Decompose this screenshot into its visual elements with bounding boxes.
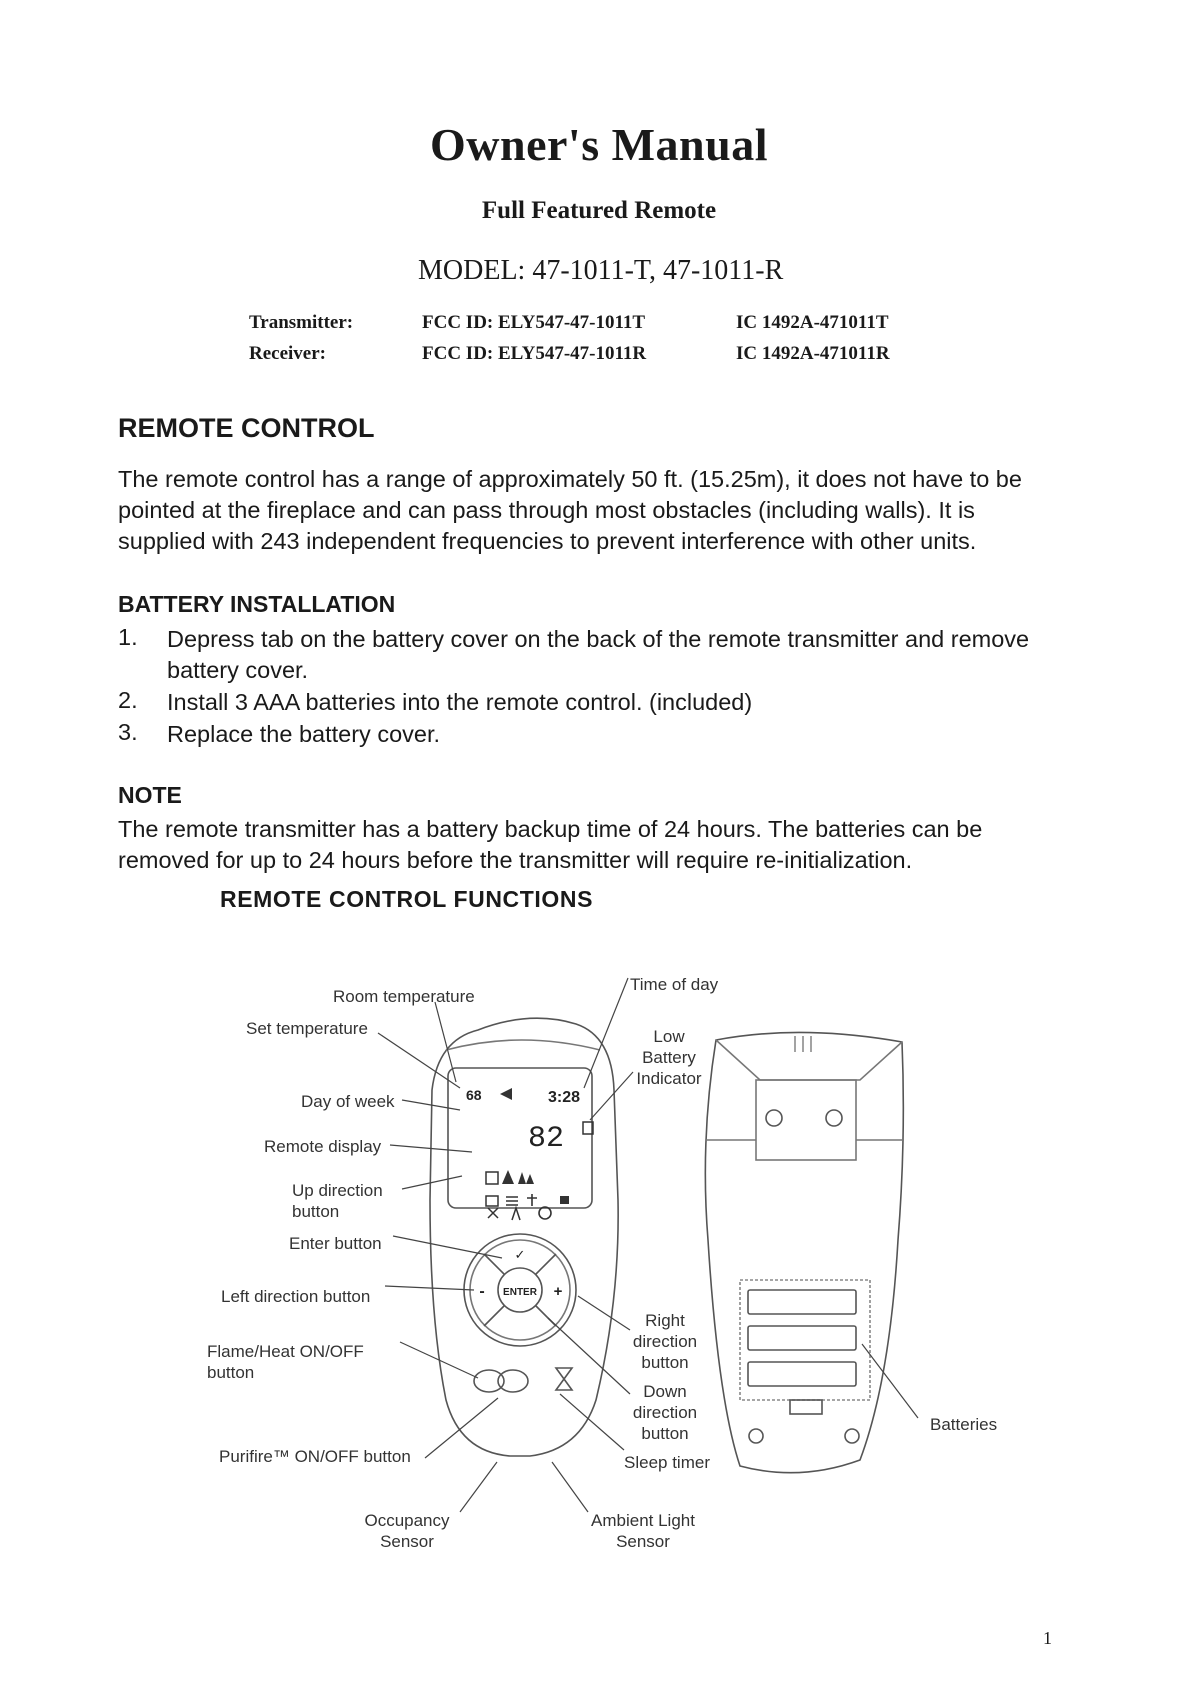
label-set-temperature: Set temperature (246, 1019, 368, 1038)
left-direction-key[interactable]: - (479, 1283, 485, 1300)
label-time-of-day: Time of day (630, 975, 719, 994)
remote-front-outline (430, 1018, 618, 1456)
lock-icon (560, 1196, 569, 1204)
up-direction-key[interactable]: ✓ (514, 1247, 526, 1262)
lcd-room-temperature: 82 (528, 1122, 565, 1156)
fireplace-icon (486, 1172, 498, 1184)
right-direction-key[interactable]: + (553, 1283, 563, 1300)
clock-icon (539, 1207, 551, 1219)
label-left-direction-button: Left direction button (221, 1287, 371, 1306)
lcd-set-temperature: 68 (466, 1087, 482, 1103)
receiver-fcc-id: FCC ID: ELY547-47-1011R (422, 343, 647, 364)
label-batteries: Batteries (930, 1415, 998, 1434)
paragraph-line: The remote control has a range of approximately 50 ft. (15.25m), it does not have to be (118, 466, 1022, 492)
battery-installation-heading: BATTERY INSTALLATION (118, 591, 396, 617)
remote-control-heading: REMOTE CONTROL (118, 413, 375, 443)
step-line: Depress tab on the battery cover on the back of the remote transmitter and remove (167, 626, 1030, 652)
step-number: 3. (118, 719, 138, 745)
label-up-direction-button: Up direction button (292, 1181, 383, 1221)
step-line: Replace the battery cover. (167, 721, 441, 747)
label-day-of-week: Day of week (301, 1092, 395, 1111)
step-line: battery cover. (167, 657, 309, 683)
lcd-time-of-day: 3:28 (548, 1089, 581, 1106)
hourglass-icon (556, 1368, 572, 1390)
flame-heat-button-shape (474, 1370, 504, 1392)
remote-back-outline (705, 1032, 903, 1472)
label-occupancy-sensor: Occupancy Sensor (364, 1511, 450, 1551)
note-heading: NOTE (118, 782, 182, 808)
step-number: 2. (118, 687, 138, 713)
paragraph-line: The remote transmitter has a battery backup time of 24 hours. The batteries can be (118, 816, 983, 842)
paragraph-line: supplied with 243 independent frequencies to prevent interference with other units. (118, 528, 977, 554)
label-sleep-timer: Sleep timer (624, 1453, 710, 1472)
label-right-direction-button: Right direction button (632, 1311, 698, 1372)
label-remote-display: Remote display (264, 1137, 382, 1156)
label-down-direction-button: Down direction button (632, 1382, 698, 1443)
label-ambient-light-sensor: Ambient Light Sensor (591, 1511, 695, 1551)
battery-compartment (740, 1280, 870, 1400)
arrow-left-icon (500, 1088, 512, 1100)
purifire-icon (518, 1172, 534, 1184)
paragraph-line: removed for up to 24 hours before the transmitter will require re-initialization. (118, 847, 913, 873)
page-subtitle: Full Featured Remote (481, 197, 717, 224)
enter-key-label[interactable]: ENTER (503, 1287, 537, 1298)
model-numbers: MODEL: 47-1011-T, 47-1011-R (418, 255, 784, 286)
label-enter-button: Enter button (289, 1234, 382, 1253)
label-room-temperature: Room temperature (333, 987, 475, 1006)
purifire-button-shape (498, 1370, 528, 1392)
receiver-ic-id: IC 1492A-471011R (736, 343, 890, 364)
step-line: Install 3 AAA batteries into the remote control. (included) (167, 689, 753, 715)
page-title: Owner's Manual (430, 119, 768, 170)
label-purifire-button: Purifire™ ON/OFF button (219, 1447, 411, 1466)
remote-control-functions-heading: REMOTE CONTROL FUNCTIONS (220, 886, 594, 912)
flame-icon (502, 1170, 514, 1184)
transmitter-ic-id: IC 1492A-471011T (736, 312, 889, 333)
transmitter-label: Transmitter: (249, 312, 354, 333)
paragraph-line: pointed at the fireplace and can pass through most obstacles (including walls). It is (118, 497, 975, 523)
receiver-label: Receiver: (249, 343, 326, 364)
battery-cell (748, 1290, 856, 1314)
label-low-battery-indicator: Low Battery Indicator (636, 1027, 702, 1088)
step-number: 1. (118, 624, 138, 650)
transmitter-fcc-id: FCC ID: ELY547-47-1011T (422, 312, 646, 333)
page-number: 1 (1043, 1628, 1052, 1648)
label-flame-heat-button: Flame/Heat ON/OFF button (207, 1342, 364, 1382)
battery-cell (748, 1326, 856, 1350)
battery-cell (748, 1362, 856, 1386)
